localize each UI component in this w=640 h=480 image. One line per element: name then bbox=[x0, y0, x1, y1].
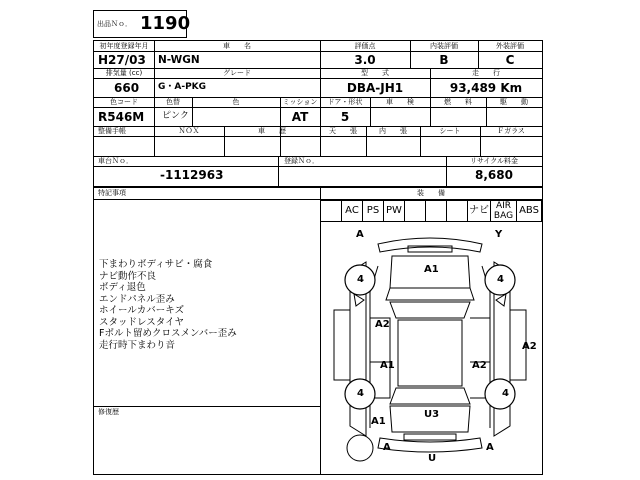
damage-right-rear-door: A2 bbox=[472, 360, 487, 371]
remarks-label: 特記事項 bbox=[98, 189, 126, 197]
lot-number-label: 出品Ｎｏ． bbox=[97, 20, 132, 28]
recycle-fee-label: リサイクル料金 bbox=[469, 157, 519, 165]
remark-line: ボディ退色 bbox=[99, 282, 146, 293]
damage-hood: A1 bbox=[424, 264, 439, 275]
equipment-blank-1 bbox=[404, 200, 425, 222]
interior-trim-label: 内 張 bbox=[379, 127, 407, 135]
first-registration-label: 初年度登録年月 bbox=[99, 42, 149, 50]
color-value: ピンク bbox=[162, 111, 189, 121]
damage-rear-left: A bbox=[383, 442, 391, 453]
damage-front-left-corner: A bbox=[356, 229, 364, 240]
displacement-value: 660 bbox=[114, 81, 140, 95]
damage-right-side: A2 bbox=[522, 341, 537, 352]
damage-rear-bumper: U bbox=[428, 453, 437, 464]
damage-front-right-corner: Y bbox=[495, 229, 503, 240]
grade-value: G・A-PKG bbox=[158, 82, 207, 92]
mileage-value: 93,489 Km bbox=[449, 81, 523, 95]
tire-rear-left: 4 bbox=[357, 388, 364, 399]
color-label: 色 bbox=[232, 98, 240, 106]
damage-left-front-door: A2 bbox=[375, 319, 390, 330]
score-value: 3.0 bbox=[354, 53, 376, 67]
damage-tailgate: U3 bbox=[424, 409, 440, 420]
remark-line: ナビ動作不良 bbox=[99, 271, 157, 282]
lot-number: 1190 bbox=[140, 13, 191, 34]
score-label: 評価点 bbox=[354, 42, 376, 50]
maintenance-record-label: 整備手帳 bbox=[98, 127, 126, 135]
equipment-blank-2 bbox=[425, 200, 446, 222]
displacement-label: 排気量 (cc) bbox=[105, 69, 143, 77]
car-damage-diagram bbox=[320, 222, 542, 474]
registration-number-label: 登録Ｎｏ． bbox=[284, 157, 319, 165]
doors-label: ドア・形状 bbox=[327, 98, 363, 106]
inspection-table bbox=[93, 40, 543, 187]
damage-left-rear-quarter: A1 bbox=[371, 416, 386, 427]
tire-rear-right: 4 bbox=[502, 388, 509, 399]
grade-label: グレード bbox=[223, 69, 251, 77]
history-label: 車 歴 bbox=[258, 127, 286, 135]
drive-label: 駆 動 bbox=[500, 98, 528, 106]
equipment-ps: PS bbox=[362, 200, 383, 222]
seat-label: シート bbox=[439, 127, 461, 135]
exterior-grade-label: 外装評価 bbox=[496, 42, 524, 50]
mileage-label: 走 行 bbox=[472, 69, 500, 77]
interior-grade-value: B bbox=[439, 53, 449, 67]
model-code-value: DBA-JH1 bbox=[346, 81, 404, 95]
chassis-number-value: -1112963 bbox=[160, 168, 224, 182]
repair-history-label: 修復歴 bbox=[98, 408, 119, 416]
color-code-label: 色コード bbox=[110, 98, 138, 106]
doors-value: 5 bbox=[340, 110, 350, 124]
equipment-pw: PW bbox=[383, 200, 404, 222]
car-name-value: N-WGN bbox=[158, 54, 200, 66]
exterior-grade-value: C bbox=[505, 53, 515, 67]
damage-left-rear-door: A1 bbox=[380, 360, 395, 371]
damage-rear-right: A bbox=[486, 442, 494, 453]
equipment-blank-3 bbox=[446, 200, 467, 222]
lot-number-box bbox=[93, 10, 191, 38]
tire-front-right: 4 bbox=[497, 274, 504, 285]
recycle-fee-value: 8,680 bbox=[475, 168, 513, 182]
color-change-label: 色替 bbox=[166, 98, 180, 106]
remark-line: 下まわりボディサビ・腐食 bbox=[99, 259, 213, 270]
first-registration-value: H27/03 bbox=[98, 53, 146, 67]
model-code-label: 型 式 bbox=[361, 69, 389, 77]
inspection-label: 車 検 bbox=[386, 98, 414, 106]
fuel-label: 燃 料 bbox=[444, 98, 472, 106]
remark-line: Fボルト留めクロスメンバー歪み bbox=[99, 328, 237, 339]
transmission-label: ミッション bbox=[282, 98, 318, 106]
color-code-value: R546M bbox=[98, 110, 145, 124]
equipment-ac: AC bbox=[341, 200, 362, 222]
nox-label: ＮＯＸ bbox=[178, 127, 200, 135]
chassis-number-label: 車台Ｎｏ． bbox=[98, 157, 133, 165]
equipment-airbag: AIR BAG bbox=[490, 200, 516, 222]
equipment-label: 装 備 bbox=[417, 189, 445, 197]
tire-front-left: 4 bbox=[357, 274, 364, 285]
transmission-value: AT bbox=[291, 110, 309, 124]
windshield-label: Ｆガラス bbox=[497, 127, 525, 135]
headliner-label: 天 張 bbox=[329, 127, 357, 135]
equipment-abs: ABS bbox=[516, 200, 542, 222]
equipment-navi: ナビ bbox=[467, 200, 490, 222]
remark-line: エンドパネル歪み bbox=[99, 294, 175, 305]
remark-line: 走行時下まわり音 bbox=[99, 340, 176, 351]
interior-grade-label: 内装評価 bbox=[430, 42, 458, 50]
remark-line: ホイールカバーキズ bbox=[99, 305, 185, 316]
car-name-label: 車 名 bbox=[223, 42, 251, 50]
remark-line: スタッドレスタイヤ bbox=[99, 317, 185, 328]
